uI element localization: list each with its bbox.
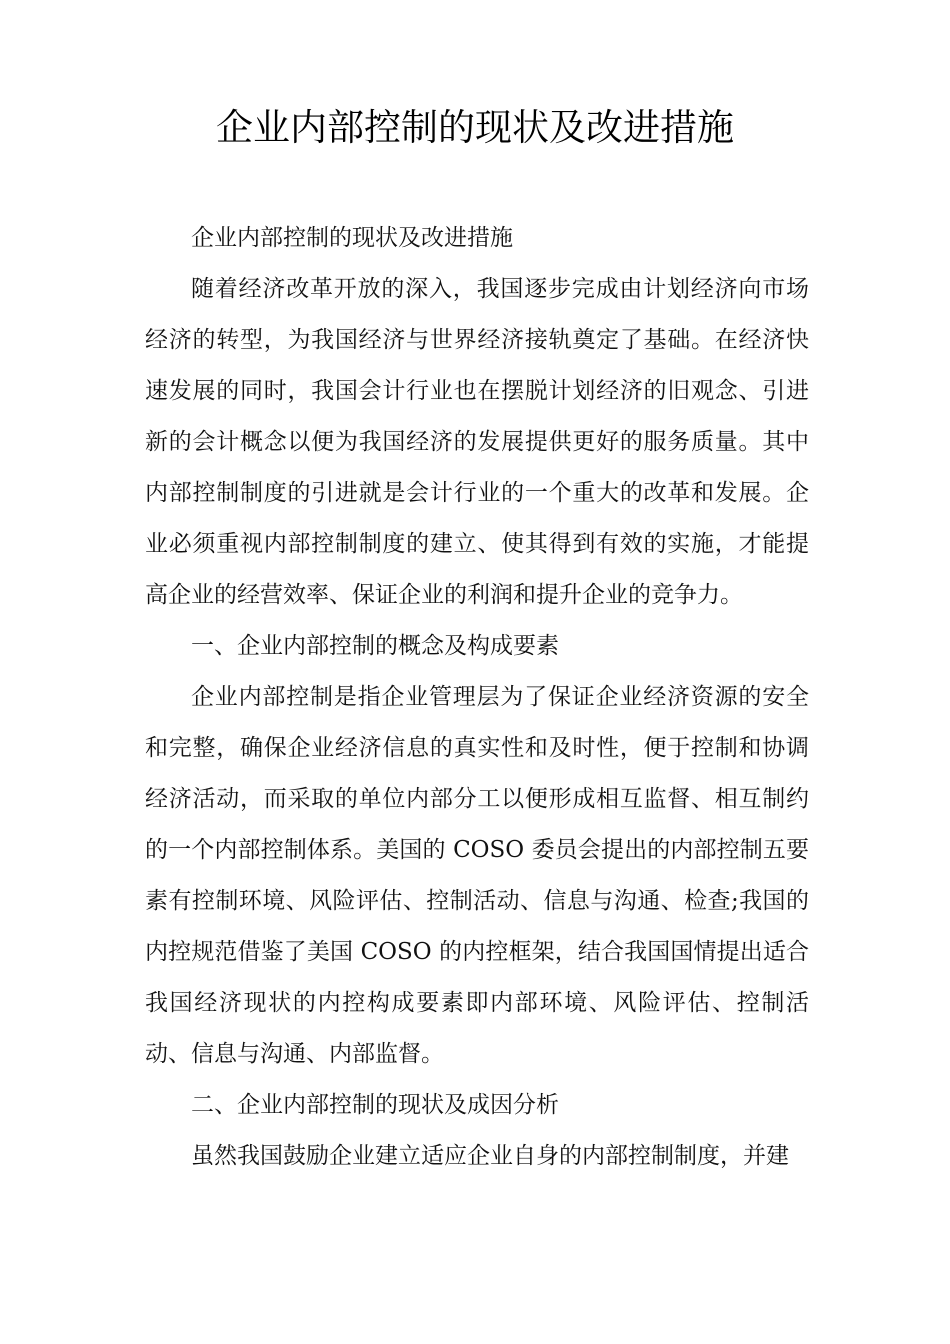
paragraph-intro: 随着经济改革开放的深入，我国逐步完成由计划经济向市场经济的转型，为我国经济与世界经济接轨奠定了基础。在经济快速发展的同时，我国会计行业也在摆脱计划经济的旧观念、引进新的会计概念以便为我国经济的发展提供更好的服务质量。其中内部控制制度的引进就是会计行业的一个重大的改革和发展。企业必须重视内部控制制度的建立、使其得到有效的实施，才能提高企业的经营效率、保证企业的利润和提升企业的竞争力。 bbox=[145, 276, 809, 608]
document-title: 企业内部控制的现状及改进措施 bbox=[216, 106, 734, 149]
section-heading-2: 二、企业内部控制的现状及成因分析 bbox=[191, 1092, 559, 1118]
paragraph-status: 虽然我国鼓励企业建立适应企业自身的内部控制制度，并建 bbox=[191, 1143, 789, 1169]
section-heading-1: 一、企业内部控制的概念及构成要素 bbox=[191, 633, 559, 659]
document-body bbox=[145, 213, 809, 1182]
paragraph-subtitle: 企业内部控制的现状及改进措施 bbox=[191, 225, 513, 251]
paragraph-concept: 企业内部控制是指企业管理层为了保证企业经济资源的安全和完整，确保企业经济信息的真实性和及时性，便于控制和协调经济活动，而采取的单位内部分工以便形成相互监督、相互制约的一个内部控制体系。美国的 COSO 委员会提出的内部控制五要素有控制环境、风险评估、控制活动、信息与沟通、检查;我国的内控规范借鉴了美国 COSO 的内控框架，结合我国国情提出适合我国经济现状的内控构成要素即内部环境、风险评估、控制活动、信息与沟通、内部监督。 bbox=[145, 684, 809, 1067]
